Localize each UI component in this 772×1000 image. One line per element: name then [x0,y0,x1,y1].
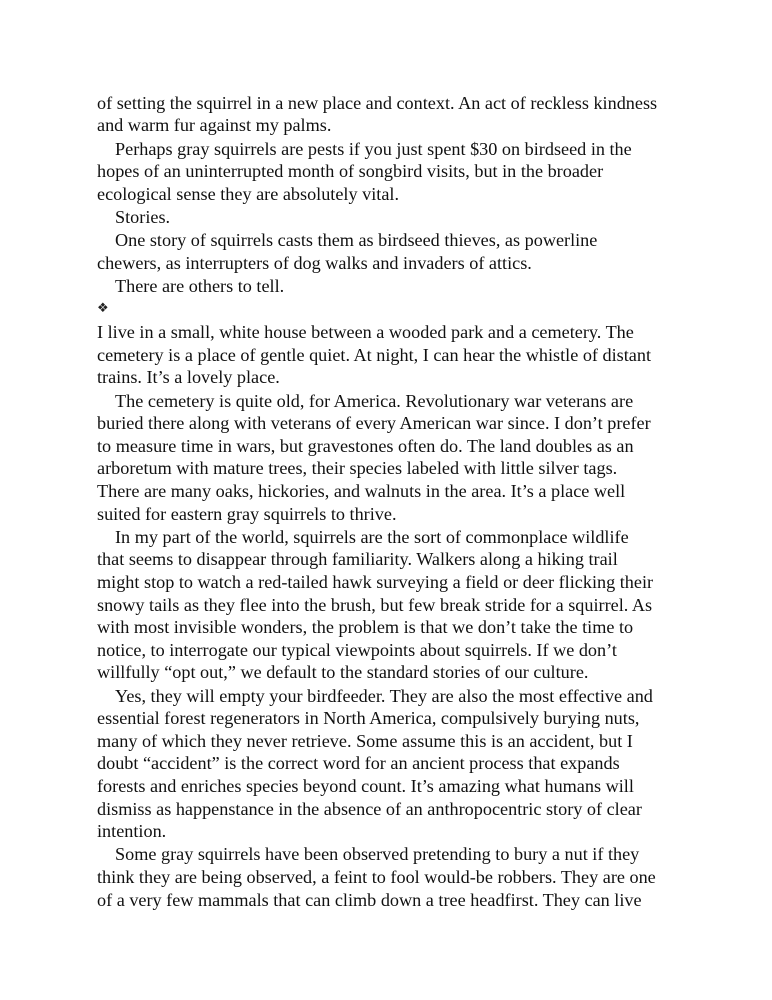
text-line: ecological sense they are absolutely vital. [97,183,400,204]
text-line: There are many oaks, hickories, and walnuts in the area. It’s a place well [97,480,626,501]
text-line: Stories. [115,207,171,228]
text-line: forests and enriches species beyond count. It’s amazing what humans will [97,776,634,796]
text-line: intention. [97,821,167,842]
text-line: notice, to interrogate our typical viewpoints about squirrels. If we don’t [97,639,617,660]
text-line: In my part of the world, squirrels are the sort of commonplace wildlife [115,526,629,547]
text-line: doubt “accident” is the correct word for an ancient process that expands [97,753,620,774]
text-line: of a very few mammals that can climb down a tree headfirst. They can live [97,889,642,910]
text-line: to measure time in wars, but gravestones often do. The land doubles as an [97,435,634,456]
text-line: think they are being observed, a feint to fool would-be robbers. They are one [97,867,656,888]
text-line: trains. It’s a lovely place. [97,367,280,388]
text-line: many of which they never retrieve. Some assume this is an accident, but I [97,730,633,751]
paragraph [97,229,677,274]
text-line: of setting the squirrel in a new place and context. An act of reckless kindness [97,92,658,113]
paragraph [97,321,677,389]
text-line: with most invisible wonders, the problem is that we don’t take the time to [97,617,634,638]
text-line: hopes of an uninterrupted month of songbird visits, but in the broader [97,161,604,182]
text-line: Perhaps gray squirrels are pests if you just spent $30 on birdseed in the [115,138,632,159]
text-line: Yes, they will empty your birdfeeder. They are also the most effective and [115,685,653,706]
text-line: I live in a small, white house between a wooded park and a cemetery. The [97,322,634,343]
paragraph [97,275,677,298]
paragraph [97,843,677,911]
text-line: might stop to watch a red-tailed hawk surveying a field or deer flicking their [97,571,654,592]
text-line: and warm fur against my palms. [97,115,332,136]
text-line: dismiss as happenstance in the absence of an anthropocentric story of clear [97,798,642,819]
paragraph [97,526,677,684]
section-break-ornament-icon: ❖ [97,300,109,316]
text-line: The cemetery is quite old, for America. Revolutionary war veterans are [115,390,634,411]
paragraph [97,390,677,526]
text-line: buried there along with veterans of every American war since. I don’t prefer [97,413,651,434]
text-line: cemetery is a place of gentle quiet. At night, I can hear the whistle of distant [97,344,652,365]
paragraph [97,92,677,137]
text-line: suited for eastern gray squirrels to thrive. [97,503,397,524]
text-line: There are others to tell. [115,276,285,297]
text-line: that seems to disappear through familiarity. Walkers along a hiking trail [97,549,618,570]
paragraph [97,685,677,843]
text-line: chewers, as interrupters of dog walks and invaders of attics. [97,252,532,273]
text-line: snowy tails as they flee into the brush, but few break stride for a squirrel. As [97,594,653,615]
text-line: willfully “opt out,” we default to the standard stories of our culture. [97,662,589,683]
text-line: arboretum with mature trees, their species labeled with little silver tags. [97,458,618,479]
text-line: One story of squirrels casts them as birdseed thieves, as powerline [115,230,598,251]
text-line: essential forest regenerators in North America, compulsively burying nuts, [97,708,640,729]
paragraph [97,206,677,229]
text-line: Some gray squirrels have been observed pretending to bury a nut if they [115,844,640,865]
paragraph [97,138,677,206]
book-page [97,91,677,911]
